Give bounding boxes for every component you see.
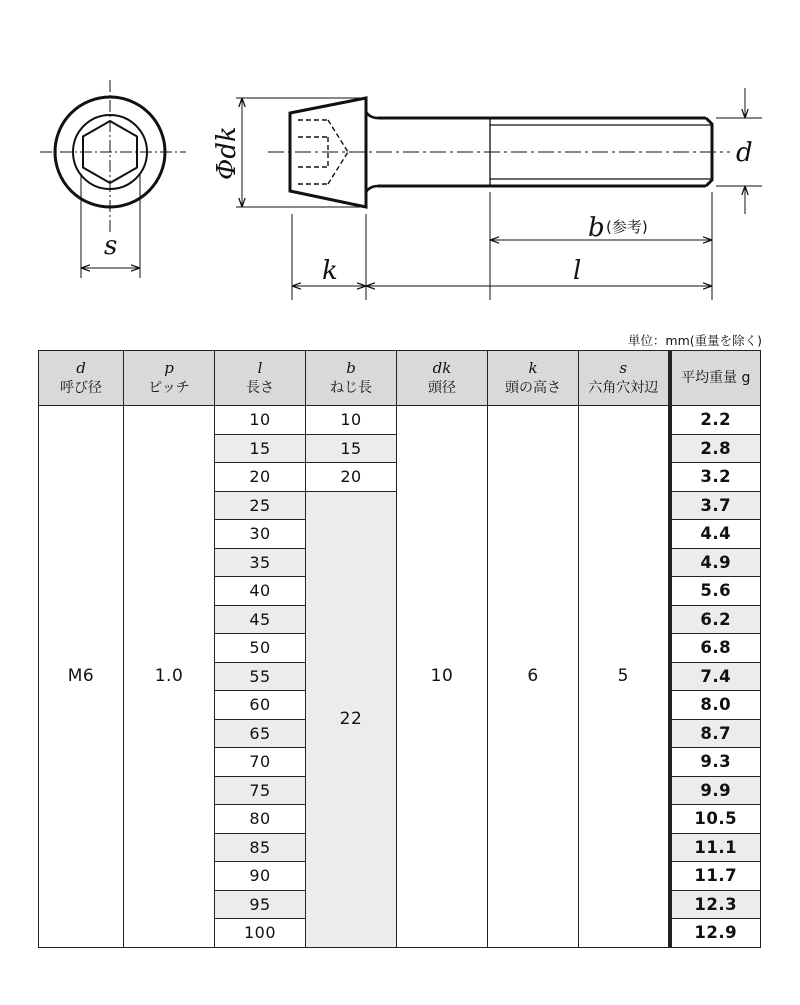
- cell-length: 25: [215, 491, 306, 520]
- cell-length: 45: [215, 605, 306, 634]
- cell-length: 70: [215, 748, 306, 777]
- cell-length: 75: [215, 776, 306, 805]
- header-s: [579, 351, 670, 406]
- cell-thread-length: 20: [306, 463, 397, 492]
- side-view: [236, 88, 762, 300]
- cell-length: 15: [215, 434, 306, 463]
- header-label: 呼び径: [60, 379, 102, 396]
- cell-weight: 2.2: [670, 406, 761, 435]
- header-p: [124, 351, 215, 406]
- cell-weight: 3.2: [670, 463, 761, 492]
- unit-note: 単位：mm(重量を除く): [627, 333, 762, 348]
- cell-weight: 8.7: [670, 719, 761, 748]
- header-symbol: s: [619, 359, 628, 378]
- cell-weight: 10.5: [670, 805, 761, 834]
- cell-length: 65: [215, 719, 306, 748]
- label-b: b: [588, 213, 605, 243]
- cell-weight: 7.4: [670, 662, 761, 691]
- cell-length: 60: [215, 691, 306, 720]
- header-symbol: p: [164, 359, 174, 378]
- header-symbol: l: [257, 359, 263, 378]
- cell-thread-length: 15: [306, 434, 397, 463]
- header-label: ピッチ: [148, 379, 190, 396]
- header-d: [39, 351, 124, 406]
- header-dk: [397, 351, 488, 406]
- label-l: l: [573, 256, 582, 286]
- cell-weight: 3.7: [670, 491, 761, 520]
- cell-weight: 11.7: [670, 862, 761, 891]
- header-row: [39, 351, 761, 406]
- header-label: ねじ長: [330, 379, 372, 396]
- header-symbol: k: [528, 359, 538, 378]
- cell-weight: 11.1: [670, 833, 761, 862]
- label-d: d: [736, 138, 753, 168]
- cell-weight: 6.2: [670, 605, 761, 634]
- cell-weight: 4.4: [670, 520, 761, 549]
- cell-weight: 12.3: [670, 890, 761, 919]
- cell-weight: 2.8: [670, 434, 761, 463]
- bolt-drawing: [0, 0, 800, 320]
- cell-length: 90: [215, 862, 306, 891]
- header-symbol: dk: [432, 359, 452, 378]
- header-weight: [670, 351, 761, 406]
- spec-body: [39, 406, 761, 948]
- cell-length: 55: [215, 662, 306, 691]
- cell-length: 50: [215, 634, 306, 663]
- header-label: 平均重量 g: [681, 369, 751, 386]
- cell-s: 5: [579, 406, 670, 948]
- cell-p: 1.0: [124, 406, 215, 948]
- cell-length: 80: [215, 805, 306, 834]
- header-label: 六角穴対辺: [588, 379, 659, 396]
- cell-length: 35: [215, 548, 306, 577]
- header-symbol: d: [76, 359, 86, 378]
- cell-weight: 5.6: [670, 577, 761, 606]
- header-k: [488, 351, 579, 406]
- cell-weight: 12.9: [670, 919, 761, 948]
- cell-length: 40: [215, 577, 306, 606]
- header-l: [215, 351, 306, 406]
- label-phi-dk: Φdk: [212, 126, 242, 180]
- cell-weight: 4.9: [670, 548, 761, 577]
- cell-k: 6: [488, 406, 579, 948]
- cell-dk: 10: [397, 406, 488, 948]
- cell-weight: 8.0: [670, 691, 761, 720]
- cell-weight: 9.9: [670, 776, 761, 805]
- cell-length: 10: [215, 406, 306, 435]
- cell-weight: 6.8: [670, 634, 761, 663]
- header-label: 長さ: [246, 379, 274, 396]
- spec-table: [38, 350, 761, 948]
- cell-weight: 9.3: [670, 748, 761, 777]
- header-label: 頭径: [428, 379, 456, 396]
- cell-length: 20: [215, 463, 306, 492]
- cell-length: 100: [215, 919, 306, 948]
- table-row: [39, 406, 761, 435]
- cell-length: 95: [215, 890, 306, 919]
- label-k: k: [322, 256, 338, 286]
- cell-thread-length: 10: [306, 406, 397, 435]
- cell-length: 30: [215, 520, 306, 549]
- label-s: s: [104, 231, 118, 261]
- cell-d: M6: [39, 406, 124, 948]
- header-b: [306, 351, 397, 406]
- header-label: 頭の高さ: [505, 379, 561, 396]
- cell-length: 85: [215, 833, 306, 862]
- label-b-note: (参考): [606, 218, 648, 236]
- header-symbol: b: [346, 359, 356, 378]
- cell-thread-length-common: 22: [306, 491, 397, 947]
